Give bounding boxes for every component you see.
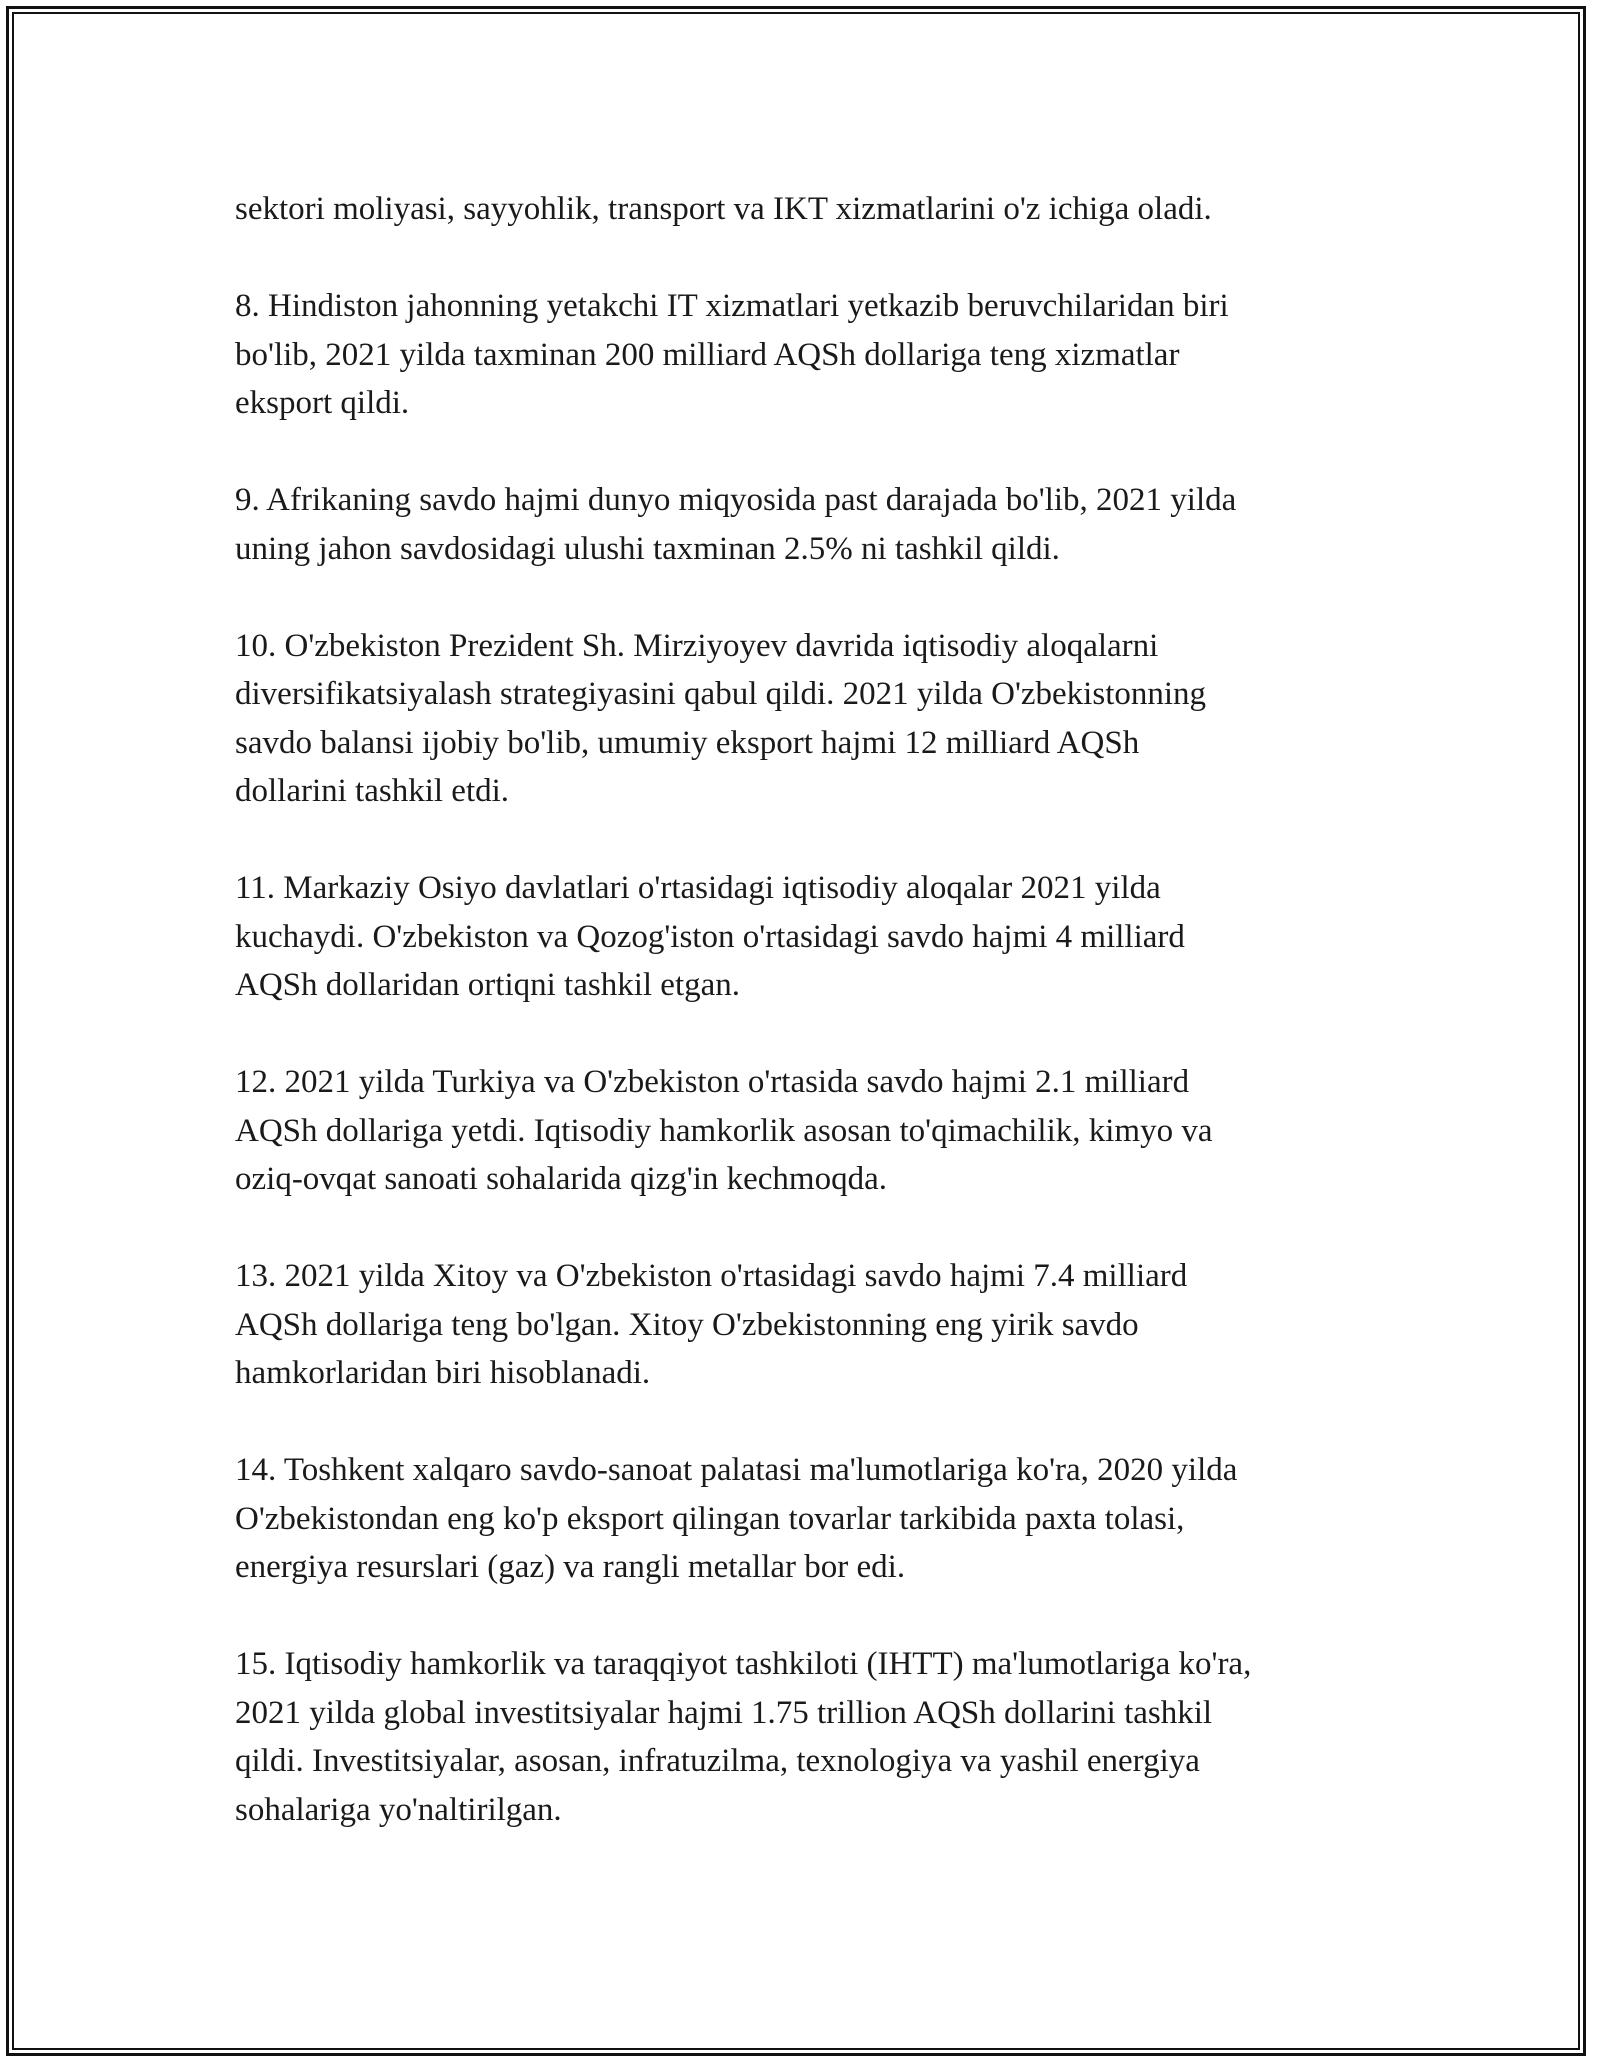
paragraph — [235, 476, 1375, 573]
paragraph — [235, 282, 1375, 428]
text-line: eksport qildi. — [235, 385, 410, 421]
text-line: sohalariga yo'naltirilgan. — [235, 1791, 562, 1828]
text-line: uning jahon savdosidagi ulushi taxminan 2.5% ni tashkil qildi. — [235, 530, 1060, 567]
text-line: diversifikatsiyalash strategiyasini qabul qildi. 2021 yilda O'zbekistonning — [235, 676, 1207, 712]
document-body — [235, 185, 1375, 1883]
text-line: 13. 2021 yilda Xitoy va O'zbekiston o'rtasidagi savdo hajmi 7.4 milliard — [235, 1258, 1188, 1294]
text-line: AQSh dollaridan ortiqni tashkil etgan. — [235, 967, 741, 1003]
text-line: AQSh dollariga yetdi. Iqtisodiy hamkorlik asosan to'qimachilik, kimyo va — [235, 1112, 1213, 1149]
text-line: qildi. Investitsiyalar, asosan, infratuzilma, texnologiya va yashil energiya — [235, 1743, 1200, 1779]
text-line: 8. Hindiston jahonning yetakchi IT xizmatlari yetkazib beruvchilaridan biri — [235, 288, 1229, 324]
paragraph — [235, 1252, 1375, 1398]
text-line: hamkorlaridan biri hisoblanadi. — [235, 1355, 651, 1391]
text-line: 12. 2021 yilda Turkiya va O'zbekiston o'rtasida savdo hajmi 2.1 milliard — [235, 1064, 1190, 1100]
paragraph — [235, 1446, 1375, 1592]
text-line: energiya resurslari (gaz) va rangli metallar bor edi. — [235, 1549, 906, 1585]
paragraph — [235, 864, 1375, 1010]
text-line: dollarini tashkil etdi. — [235, 773, 510, 809]
text-line: 14. Toshkent xalqaro savdo-sanoat palatasi ma'lumotlariga ko'ra, 2020 yilda — [235, 1452, 1238, 1488]
text-line: 15. Iqtisodiy hamkorlik va taraqqiyot tashkiloti (IHTT) ma'lumotlariga ko'ra, — [235, 1646, 1252, 1682]
text-line: bo'lib, 2021 yilda taxminan 200 milliard AQSh dollariga teng xizmatlar — [235, 336, 1180, 373]
paragraph — [235, 1058, 1375, 1204]
text-line: sektori moliyasi, sayyohlik, transport va IKT xizmatlarini o'z ichiga oladi. — [235, 191, 1212, 227]
text-line: savdo balansi ijobiy bo'lib, umumiy eksport hajmi 12 milliard AQSh — [235, 724, 1140, 761]
text-line: 10. O'zbekiston Prezident Sh. Mirziyoyev davrida iqtisodiy aloqalarni — [235, 627, 1159, 664]
text-line: kuchaydi. O'zbekiston va Qozog'iston o'rtasidagi savdo hajmi 4 milliard — [235, 918, 1185, 955]
text-line: AQSh dollariga teng bo'lgan. Xitoy O'zbekistonning eng yirik savdo — [235, 1306, 1139, 1343]
paragraph — [235, 1640, 1375, 1834]
text-line: 2021 yilda global investitsiyalar hajmi 1.75 trillion AQSh dollarini tashkil — [235, 1694, 1213, 1731]
paragraph — [235, 622, 1375, 816]
paragraph — [235, 185, 1375, 234]
text-line: oziq-ovqat sanoati sohalarida qizg'in kechmoqda. — [235, 1161, 887, 1197]
text-line: 11. Markaziy Osiyo davlatlari o'rtasidagi iqtisodiy aloqalar 2021 yilda — [235, 870, 1161, 906]
text-line: 9. Afrikaning savdo hajmi dunyo miqyosida past darajada bo'lib, 2021 yilda — [235, 482, 1237, 518]
text-line: O'zbekistondan eng ko'p eksport qilingan tovarlar tarkibida paxta tolasi, — [235, 1500, 1185, 1537]
